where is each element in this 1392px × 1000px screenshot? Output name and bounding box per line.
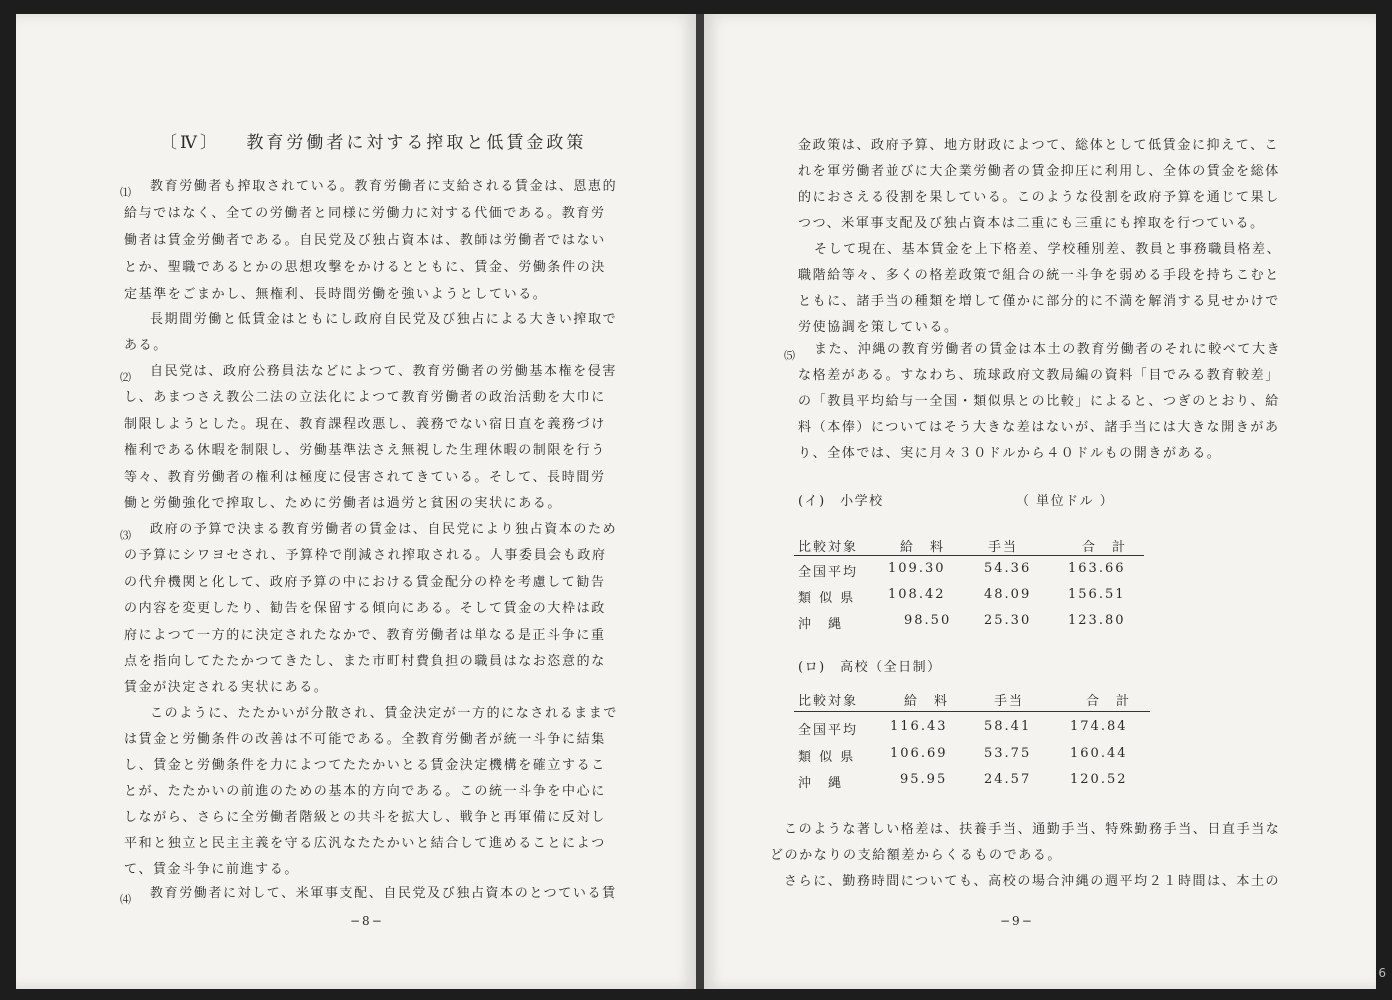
table-label: (ロ) 高校（全日制） — [798, 660, 942, 675]
table-unit: （ 単位ドル ） — [1016, 494, 1115, 509]
text-line: ある。 — [124, 338, 168, 353]
table-cell: 116.43 — [890, 719, 948, 734]
text-line: は賃金と労働条件の改善は不可能である。全教育労働者が統一斗争に結集 — [124, 732, 606, 747]
text-line: 教育労働者も搾取されている。教育労働者に支給される賃金は、恩恵的 — [150, 179, 618, 194]
text-line: 賃金が決定される実状にある。 — [124, 680, 329, 695]
table-cell: 95.95 — [900, 772, 948, 787]
text-line: 平和と独立と民主主義を守る広汎なたたかいと結合して進めることによつ — [124, 836, 606, 851]
text-line: し、あまつさえ教公二法の立法化によつて教育労働者の政治活動を大巾に — [124, 390, 606, 405]
table-cell: 沖 縄 — [798, 617, 844, 632]
text-line: また、沖縄の教育労働者の賃金は本土の教育労働者のそれに較べて大き — [814, 342, 1282, 357]
text-line: 労使協調を策している。 — [798, 320, 959, 335]
table-cell: 108.42 — [888, 587, 946, 602]
text-line: 等々、教育労働者の権利は極度に侵害されてきている。そして、長時間労 — [124, 470, 606, 485]
section-heading — [160, 128, 586, 153]
table-cell: 163.66 — [1068, 561, 1126, 576]
table-cell: 沖 縄 — [798, 776, 844, 791]
text-line: 金政策は、政府予算、地方財政によつて、総体として低賃金に抑えて、こ — [798, 138, 1280, 153]
table-header: 比較対象 — [798, 540, 859, 555]
table-rule — [794, 555, 1144, 556]
table-cell: 156.51 — [1068, 587, 1126, 602]
table-label: (イ) 小学校 — [798, 494, 884, 509]
text-line: このように、たたかいが分散され、賃金決定が一方的になされるままで — [150, 706, 618, 721]
text-line: 教育労働者に対して、米軍事支配、自民党及び独占資本のとつている賃 — [150, 886, 617, 901]
text-line: 的におさえる役割を果している。このような役割を政府予算を通じて果し — [798, 190, 1280, 205]
table-cell: 48.09 — [984, 587, 1032, 602]
left-page — [16, 14, 696, 989]
text-line: れを軍労働者並びに大企業労働者の賃金抑圧に利用し、全体の賃金を総体 — [798, 164, 1280, 179]
item-number: ⑵ — [120, 371, 131, 384]
section-title: 教育労働者に対する搾取と低賃金政策 — [246, 133, 587, 153]
table-cell: 174.84 — [1070, 719, 1128, 734]
table-cell: 160.44 — [1070, 746, 1128, 761]
item-number: ⑸ — [784, 349, 795, 362]
table-cell: 120.52 — [1070, 772, 1128, 787]
text-line: とか、聖職であるとかの思想攻撃をかけるとともに、賃金、労働条件の決 — [124, 260, 606, 275]
text-line: の「教員平均給与一全国・類似県との比較」によると、つぎのとおり、給 — [798, 394, 1280, 409]
text-line: とが、たたかいの前進のための基本的方向である。この統一斗争を中心に — [124, 784, 606, 799]
table-header: 合 計 — [1086, 694, 1132, 709]
text-line: さらに、勤務時間についても、高校の場合沖縄の週平均２１時間は、本土の — [784, 874, 1281, 889]
corner-mark: 6 — [1378, 966, 1386, 980]
table-cell: 全国平均 — [798, 565, 859, 580]
right-page — [704, 14, 1376, 989]
text-line: 権利である休暇を制限し、労働基準法さえ無視した生理休暇の制限を行う — [124, 443, 606, 458]
text-line: ともに、諸手当の種類を増して僅かに部分的に不満を解消する見せかけで — [798, 294, 1280, 309]
text-line: 政府の予算で決まる教育労働者の賃金は、自民党により独占資本のため — [150, 522, 618, 537]
book-gutter — [696, 14, 704, 989]
page-number: −8− — [350, 914, 384, 928]
table-cell: 類 似 県 — [798, 750, 856, 765]
text-line: 自民党は、政府公務員法などによつて、教育労働者の労働基本権を侵害 — [150, 364, 617, 379]
text-line: 制限しようとした。現在、教育課程改悪し、義務でない宿日直を義務づけ — [124, 417, 606, 432]
table-header: 比較対象 — [798, 694, 859, 709]
text-line: り、全体では、実に月々３０ドルから４０ドルもの開きがある。 — [798, 446, 1222, 461]
section-number: 〔Ⅳ〕 — [160, 133, 220, 153]
table-header: 合 計 — [1082, 540, 1128, 555]
table-header: 手当 — [994, 694, 1025, 709]
text-line: 給与ではなく、全ての労働者と同様に労働力に対する代価である。教育労 — [124, 206, 606, 221]
text-line: どのかなりの支給額差からくるものである。 — [770, 848, 1063, 863]
table-cell: 25.30 — [984, 613, 1032, 628]
page-number: −9− — [1000, 914, 1034, 928]
text-line: の内容を変更したり、勧告を保留する傾向にある。そして賃金の大枠は政 — [124, 601, 606, 616]
table-rule — [794, 711, 1150, 712]
text-line: の予算にシワヨセされ、予算枠で削減され搾取される。人事委員会も政府 — [124, 548, 607, 563]
text-line: の代弁機関と化して、政府予算の中における賃金配分の枠を考慮して勧告 — [124, 575, 606, 590]
table-cell: 123.80 — [1068, 613, 1126, 628]
item-number: ⑴ — [120, 186, 131, 199]
item-number: ⑷ — [120, 893, 131, 906]
table-cell: 109.30 — [888, 561, 946, 576]
text-line: し、賃金と労働条件を力によつてたたかいとる賃金決定機構を確立するこ — [124, 758, 606, 773]
text-line: て、賃金斗争に前進する。 — [124, 862, 299, 877]
table-header: 給 料 — [900, 540, 946, 555]
text-line: 点を指向してたたかつてきたし、また市町村費負担の職員はなお恣意的な — [124, 654, 606, 669]
table-cell: 106.69 — [890, 746, 948, 761]
text-line: 長期間労働と低賃金はともにし政府自民党及び独占による大きい搾取で — [150, 312, 618, 327]
text-line: な格差がある。すなわち、琉球政府文教局編の資料「目でみる教育較差」 — [798, 368, 1280, 383]
table-cell: 53.75 — [984, 746, 1032, 761]
text-line: このような著しい格差は、扶養手当、通勤手当、特殊勤務手当、日直手当な — [784, 822, 1281, 837]
table-header: 手当 — [988, 540, 1019, 555]
table-cell: 24.57 — [984, 772, 1032, 787]
text-line: 料（本俸）についてはそう大きな差はないが、諸手当には大きな開きがあ — [798, 420, 1280, 435]
text-line: 職階給等々、多くの格差政策で組合の統一斗争を弱める手段を持ちこむと — [798, 268, 1280, 283]
text-line: そして現在、基本賃金を上下格差、学校種別差、教員と事務職員格差、 — [814, 242, 1282, 257]
table-header: 給 料 — [904, 694, 950, 709]
item-number: ⑶ — [120, 529, 131, 542]
text-line: 府によつて一方的に決定されたなかで、教育労働者は単なる是正斗争に重 — [124, 628, 606, 643]
table-cell: 58.41 — [984, 719, 1032, 734]
table-cell: 98.50 — [904, 613, 952, 628]
text-line: 働と労働強化で搾取し、ために労働者は過労と貧困の実状にある。 — [124, 496, 563, 511]
text-line: つつ、米軍事支配及び独占資本は二重にも三重にも搾取を行つている。 — [798, 216, 1265, 231]
text-line: しながら、さらに全労働者階級との共斗を拡大し、戦争と再軍備に反対し — [124, 810, 606, 825]
table-cell: 全国平均 — [798, 723, 859, 738]
table-cell: 54.36 — [984, 561, 1032, 576]
text-line: 働者は賃金労働者である。自民党及び独占資本は、教師は労働者ではない — [124, 233, 606, 248]
table-cell: 類 似 県 — [798, 591, 856, 606]
text-line: 定基準をごまかし、無権利、長時間労働を強いようとしている。 — [124, 287, 548, 302]
